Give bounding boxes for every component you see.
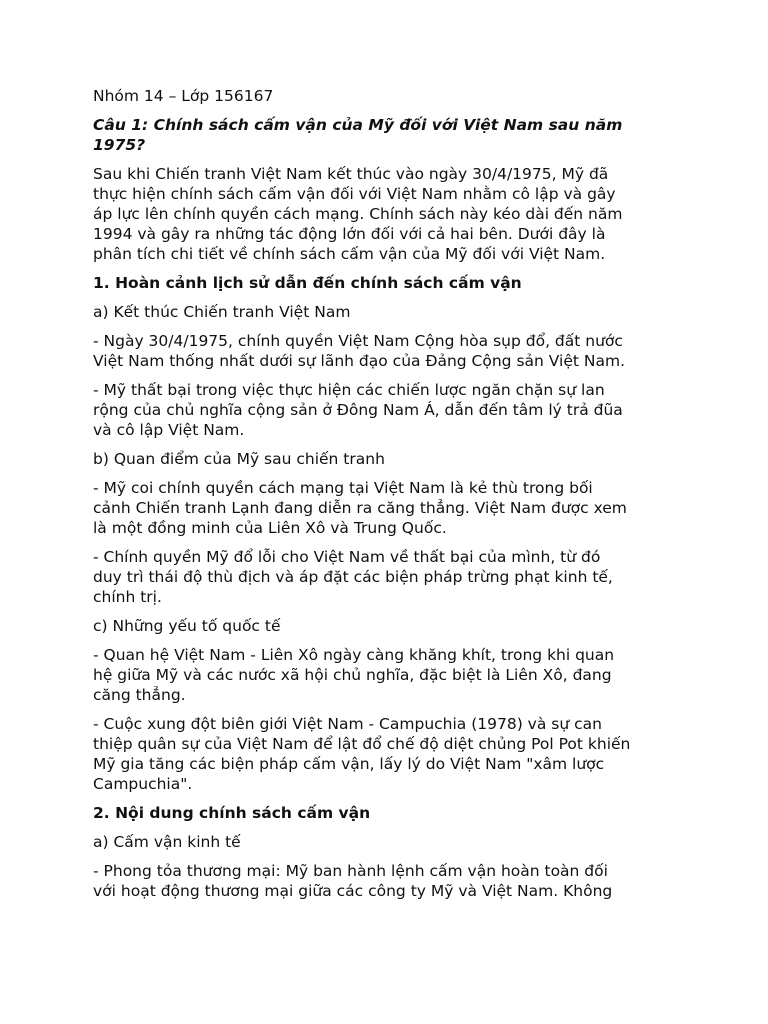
text-line: hệ giữa Mỹ và các nước xã hội chủ nghĩa, đặc biệt là Liên Xô, đang — [93, 666, 612, 684]
question-line: Câu 1: Chính sách cấm vận của Mỹ đối với Việt Nam sau năm — [93, 116, 623, 134]
bullet-paragraph — [93, 714, 693, 794]
group-header: Nhóm 14 – Lớp 156167 — [93, 87, 274, 105]
text-line: - Ngày 30/4/1975, chính quyền Việt Nam Cộng hòa sụp đổ, đất nước — [93, 332, 623, 350]
question-title — [93, 115, 693, 155]
text-line: - Mỹ thất bại trong việc thực hiện các chiến lược ngăn chặn sự lan — [93, 381, 605, 399]
document-body — [93, 86, 693, 910]
text-line: phân tích chi tiết về chính sách cấm vận của Mỹ đối với Việt Nam. — [93, 245, 606, 263]
text-line: - Quan hệ Việt Nam - Liên Xô ngày càng khăng khít, trong khi quan — [93, 646, 615, 664]
text-line: rộng của chủ nghĩa cộng sản ở Đông Nam Á, dẫn đến tâm lý trả đũa — [93, 401, 623, 419]
text-line: thiệp quân sự của Việt Nam để lật đổ chế độ diệt chủng Pol Pot khiến — [93, 735, 631, 753]
text-line: áp lực lên chính quyền cách mạng. Chính sách này kéo dài đến năm — [93, 205, 623, 223]
text-line: 1994 và gây ra những tác động lớn đối với cả hai bên. Dưới đây là — [93, 225, 606, 243]
text-line: là một đồng minh của Liên Xô và Trung Quốc. — [93, 519, 447, 537]
bullet-paragraph — [93, 331, 693, 371]
text-line: - Phong tỏa thương mại: Mỹ ban hành lệnh cấm vận hoàn toàn đối — [93, 862, 608, 880]
text-line: thực hiện chính sách cấm vận đối với Việt Nam nhằm cô lập và gây — [93, 185, 616, 203]
text-line: Campuchia". — [93, 775, 193, 793]
text-line: Mỹ gia tăng các biện pháp cấm vận, lấy lý do Việt Nam "xâm lược — [93, 755, 605, 773]
bullet-paragraph — [93, 478, 693, 538]
text-line: - Chính quyền Mỹ đổ lỗi cho Việt Nam về thất bại của mình, từ đó — [93, 548, 601, 566]
text-line: Sau khi Chiến tranh Việt Nam kết thúc vào ngày 30/4/1975, Mỹ đã — [93, 165, 609, 183]
subheading: b) Quan điểm của Mỹ sau chiến tranh — [93, 450, 385, 468]
text-line: và cô lập Việt Nam. — [93, 421, 245, 439]
subheading: a) Cấm vận kinh tế — [93, 833, 241, 851]
text-line: duy trì thái độ thù địch và áp đặt các biện pháp trừng phạt kinh tế, — [93, 568, 613, 586]
text-line: chính trị. — [93, 588, 162, 606]
bullet-paragraph — [93, 547, 693, 607]
bullet-paragraph — [93, 861, 693, 901]
intro-paragraph — [93, 164, 693, 264]
text-line: Việt Nam thống nhất dưới sự lãnh đạo của Đảng Cộng sản Việt Nam. — [93, 352, 626, 370]
subheading: c) Những yếu tố quốc tế — [93, 617, 281, 635]
section-heading: 1. Hoàn cảnh lịch sử dẫn đến chính sách cấm vận — [93, 274, 522, 292]
text-line: căng thẳng. — [93, 686, 186, 704]
text-line: với hoạt động thương mại giữa các công ty Mỹ và Việt Nam. Không — [93, 882, 613, 900]
bullet-paragraph — [93, 380, 693, 440]
question-line: 1975? — [93, 136, 146, 154]
text-line: cảnh Chiến tranh Lạnh đang diễn ra căng thẳng. Việt Nam được xem — [93, 499, 627, 517]
subheading: a) Kết thúc Chiến tranh Việt Nam — [93, 303, 351, 321]
section-heading: 2. Nội dung chính sách cấm vận — [93, 804, 371, 822]
bullet-paragraph — [93, 645, 693, 705]
text-line: - Cuộc xung đột biên giới Việt Nam - Campuchia (1978) và sự can — [93, 715, 602, 733]
text-line: - Mỹ coi chính quyền cách mạng tại Việt Nam là kẻ thù trong bối — [93, 479, 593, 497]
